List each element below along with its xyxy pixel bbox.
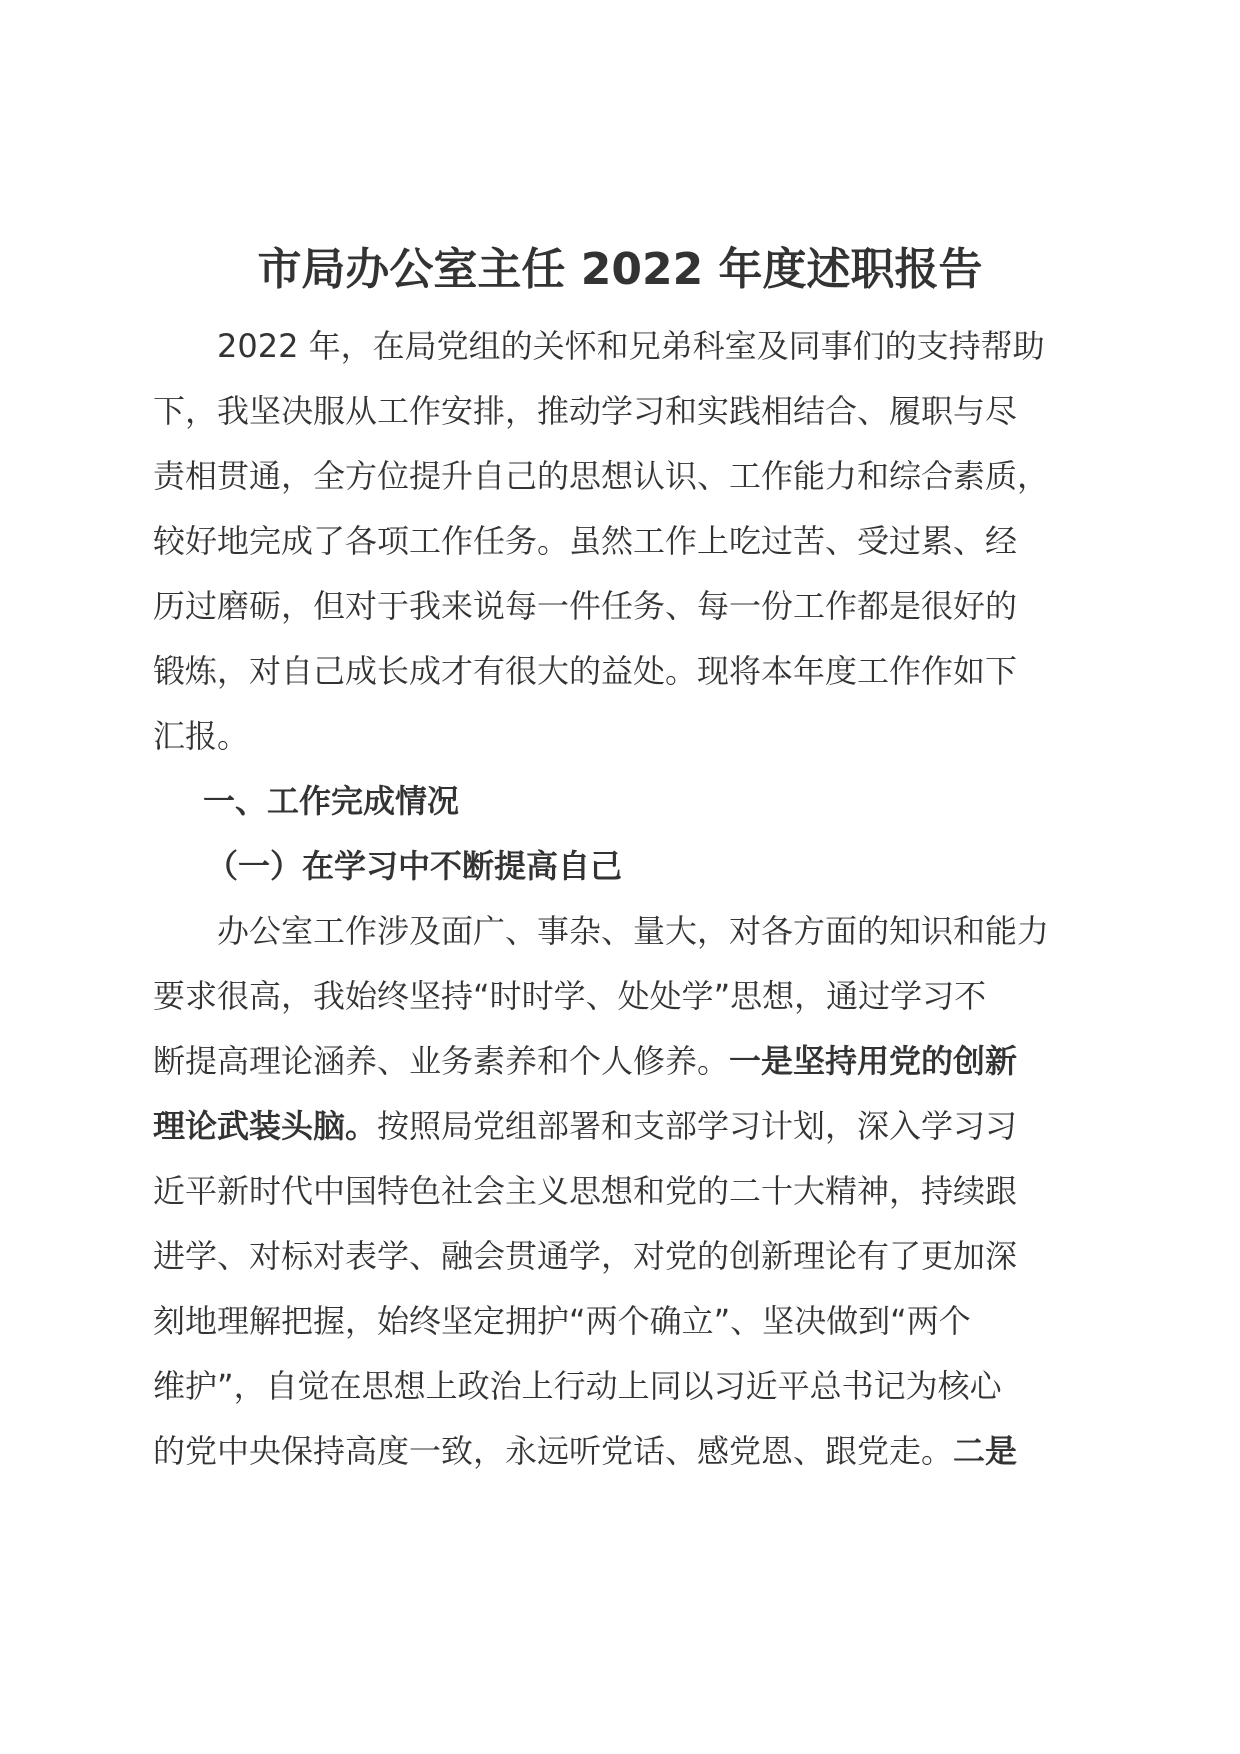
intro-line: 责相贯通，全方位提升自己的思想认识、工作能力和综合素质， bbox=[153, 457, 1050, 495]
body-line: 近平新时代中国特色社会主义思想和党的二十大精神，持续跟 bbox=[153, 1172, 1018, 1210]
section-heading: 一、工作完成情况 bbox=[203, 782, 460, 820]
intro-line: 汇报。 bbox=[153, 717, 250, 755]
subsection-heading: （一）在学习中不断提高自己 bbox=[206, 847, 623, 885]
body-paragraph bbox=[153, 899, 1097, 1484]
intro-line: 历过磨砺，但对于我来说每一件任务、每一份工作都是很好的 bbox=[153, 587, 1018, 625]
intro-line: 较好地完成了各项工作任务。虽然工作上吃过苦、受过累、经 bbox=[153, 522, 1018, 560]
page-title: 市局办公室主任 2022 年度述职报告 bbox=[257, 244, 983, 295]
body-line: 维护”，自觉在思想上政治上行动上同以习近平总书记为核心 bbox=[153, 1367, 1002, 1405]
bold-lead-two: 二是 bbox=[953, 1432, 1018, 1470]
body-line: 办公室工作涉及面广、事杂、量大，对各方面的知识和能力 bbox=[217, 912, 1050, 950]
body-text: 按照局党组部署和支部学习计划，深入学习习 bbox=[377, 1107, 1018, 1145]
body-text: 断提高理论涵养、业务素养和个人修养。 bbox=[153, 1042, 730, 1080]
document-body bbox=[153, 314, 1097, 1484]
body-line bbox=[153, 1029, 1097, 1094]
body-text: 的党中央保持高度一致，永远听党话、感党恩、跟党走。 bbox=[153, 1432, 954, 1470]
intro-paragraph bbox=[153, 314, 1097, 769]
body-line: 进学、对标对表学、融会贯通学，对党的创新理论有了更加深 bbox=[153, 1237, 1018, 1275]
intro-line: 下，我坚决服从工作安排，推动学习和实践相结合、履职与尽 bbox=[153, 392, 1018, 430]
bold-lead-one: 一是坚持用党的创新 bbox=[729, 1042, 1018, 1080]
bold-lead-one-end: 理论武装头脑。 bbox=[153, 1107, 378, 1145]
intro-line: 2022 年，在局党组的关怀和兄弟科室及同事们的支持帮助 bbox=[217, 327, 1045, 365]
body-line: 刻地理解把握，始终坚定拥护“两个确立”、坚决做到“两个 bbox=[153, 1302, 971, 1340]
body-line bbox=[153, 1094, 1097, 1159]
body-line: 要求很高，我始终坚持“时时学、处处学”思想，通过学习不 bbox=[153, 977, 987, 1015]
body-line bbox=[153, 1419, 1097, 1484]
intro-line: 锻炼，对自己成长成才有很大的益处。现将本年度工作作如下 bbox=[153, 652, 1018, 690]
